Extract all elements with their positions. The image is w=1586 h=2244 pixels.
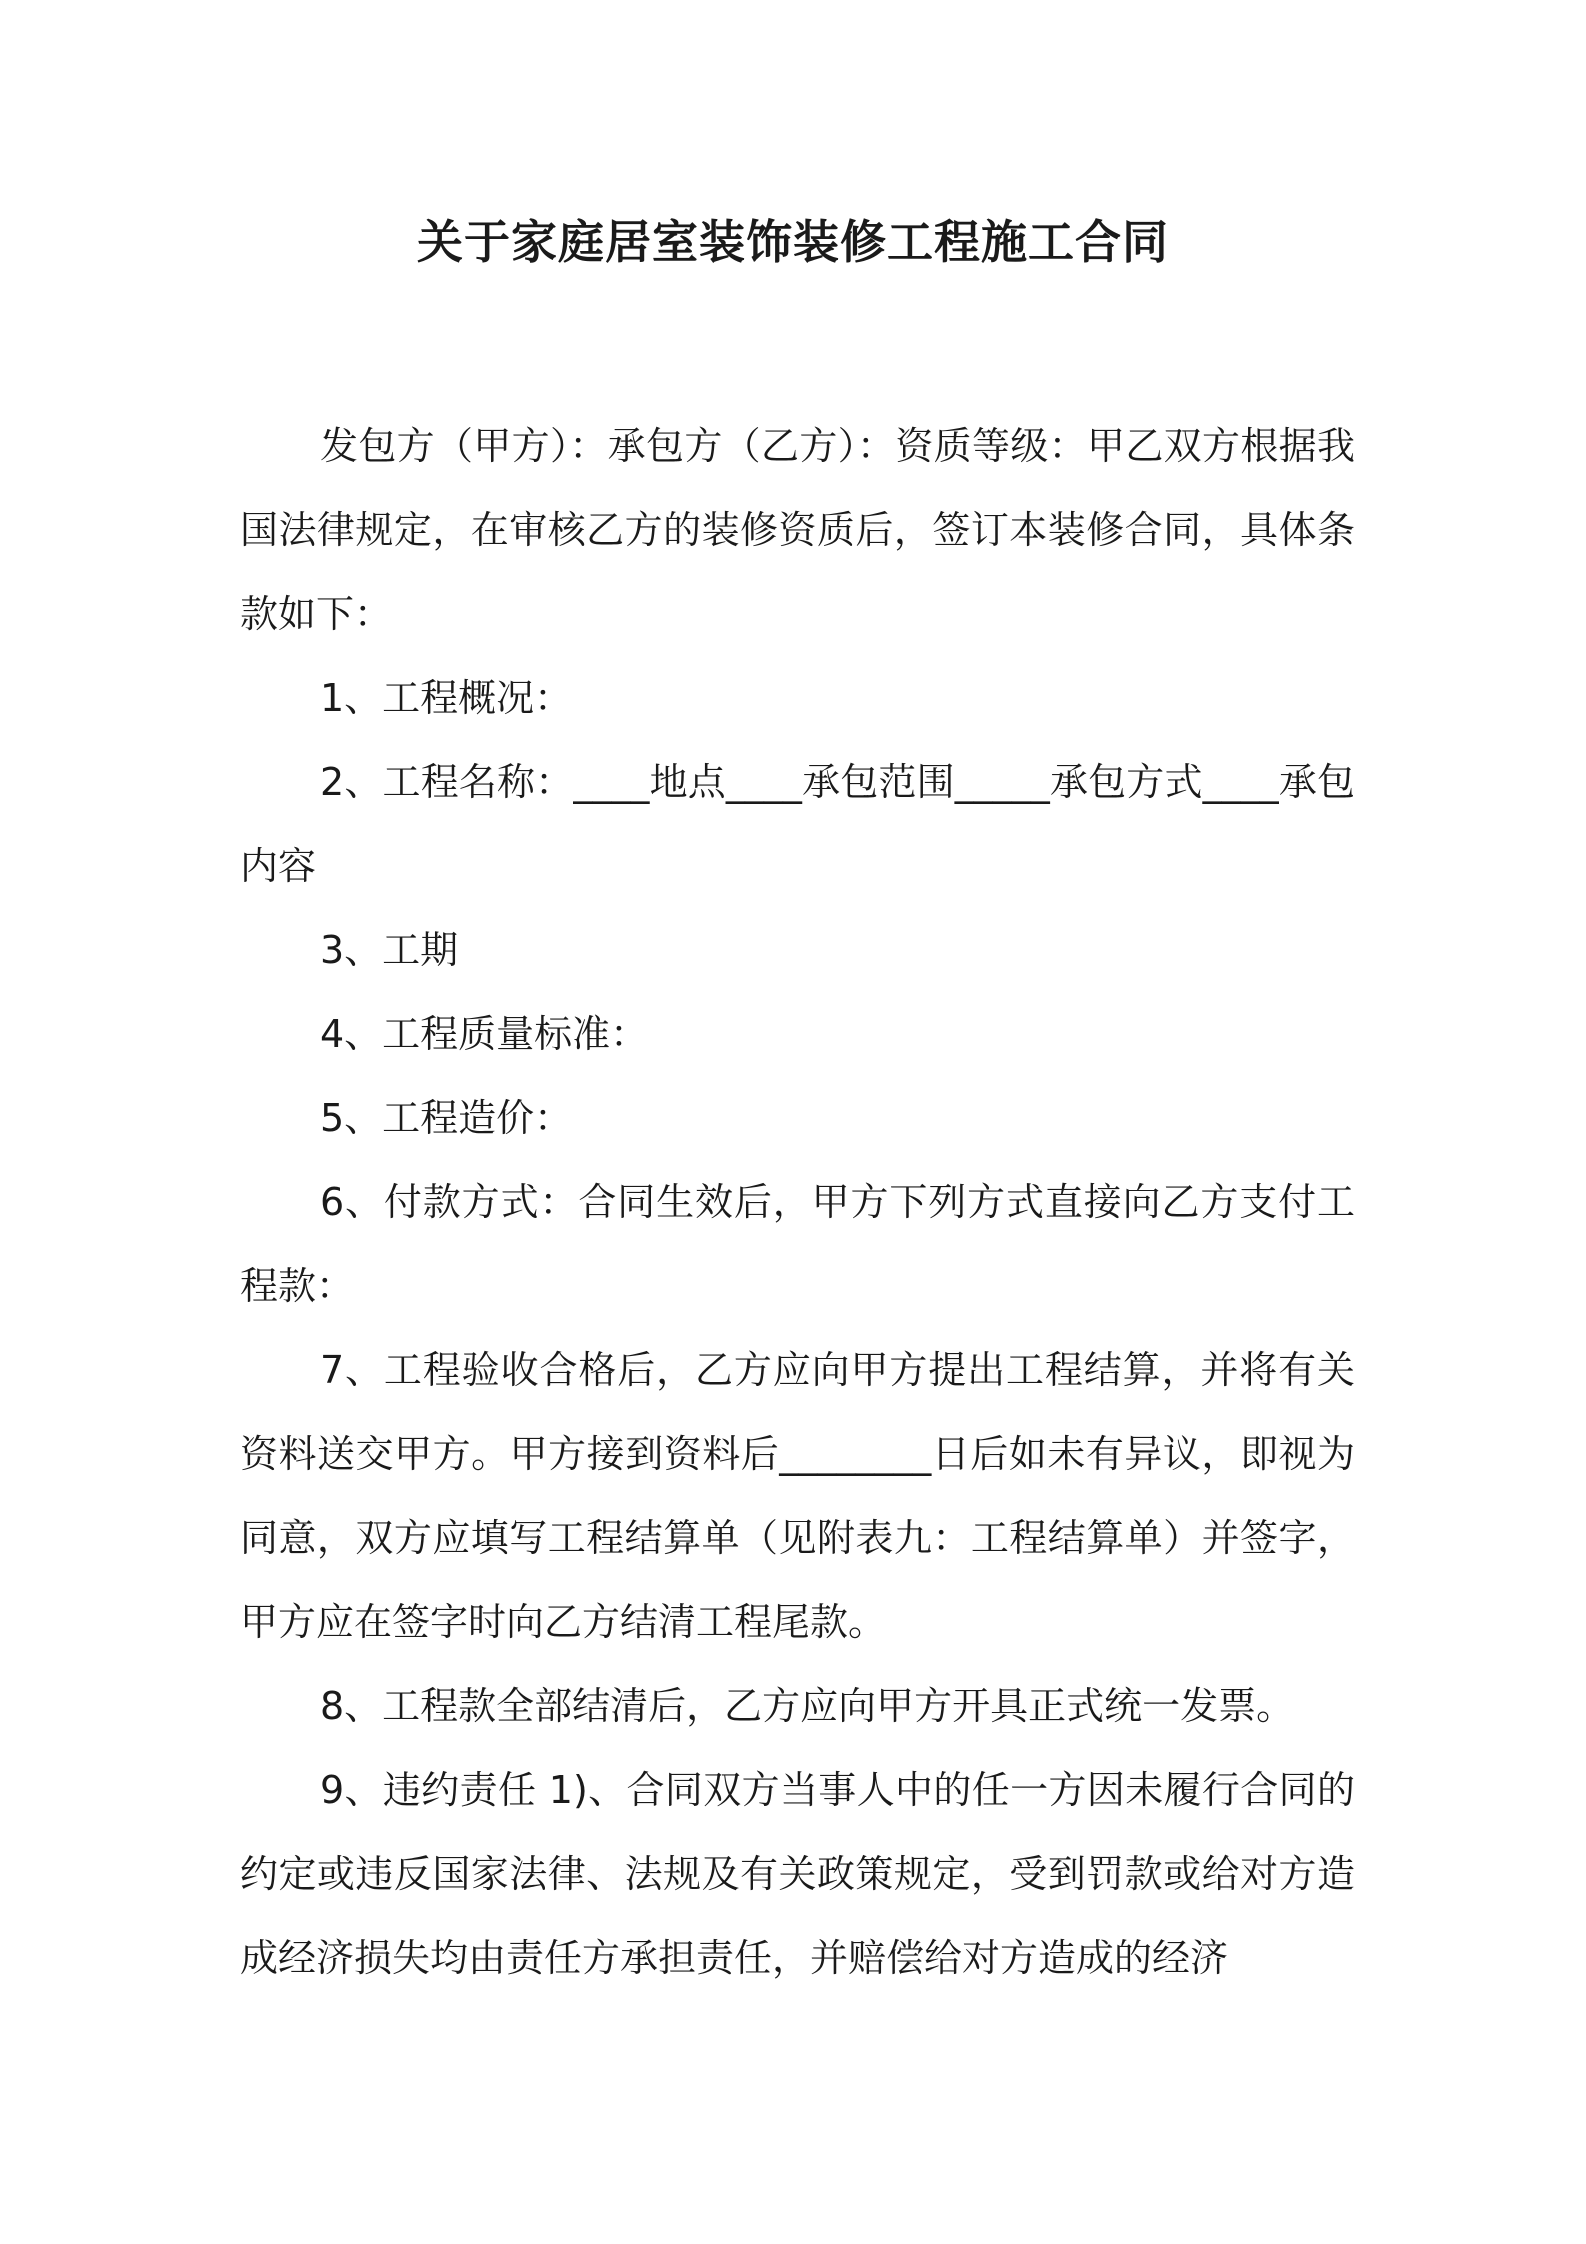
paragraph-clause-1: 1、工程概况： (320, 676, 573, 720)
paragraph-clause-8: 8、工程款全部结清后，乙方应向甲方开具正式统一发票。 (320, 1684, 1295, 1728)
paragraph-clause-2: 2、工程名称：____地点____承包范围_____承包方式____承包内容 (240, 760, 1355, 888)
document-title: 关于家庭居室装饰装修工程施工合同 (417, 215, 1169, 269)
paragraph-clause-7: 7、工程验收合格后，乙方应向甲方提出工程结算，并将有关资料送交甲方。甲方接到资料后________日后如未有异议，即视为同意，双方应填写工程结算单（见附表九：工程结算单）并签字，甲方应在签字时向乙方结清工程尾款。 (240, 1348, 1355, 1644)
paragraph-clause-9: 9、违约责任 1)、合同双方当事人中的任一方因未履行合同的约定或违反国家法律、法规及有关政策规定，受到罚款或给对方造成经济损失均由责任方承担责任，并赔偿给对方造成的经济 (240, 1768, 1355, 1980)
paragraph-clause-4: 4、工程质量标准： (320, 1012, 649, 1056)
paragraph-clause-5: 5、工程造价： (320, 1096, 573, 1140)
document-body (240, 404, 1355, 2000)
paragraph-clause-3: 3、工期 (320, 928, 459, 972)
paragraph-clause-6: 6、付款方式：合同生效后，甲方下列方式直接向乙方支付工程款： (240, 1180, 1355, 1308)
paragraph-parties: 发包方（甲方）：承包方（乙方）：资质等级：甲乙双方根据我国法律规定，在审核乙方的装修资质后，签订本装修合同，具体条款如下： (240, 424, 1355, 636)
